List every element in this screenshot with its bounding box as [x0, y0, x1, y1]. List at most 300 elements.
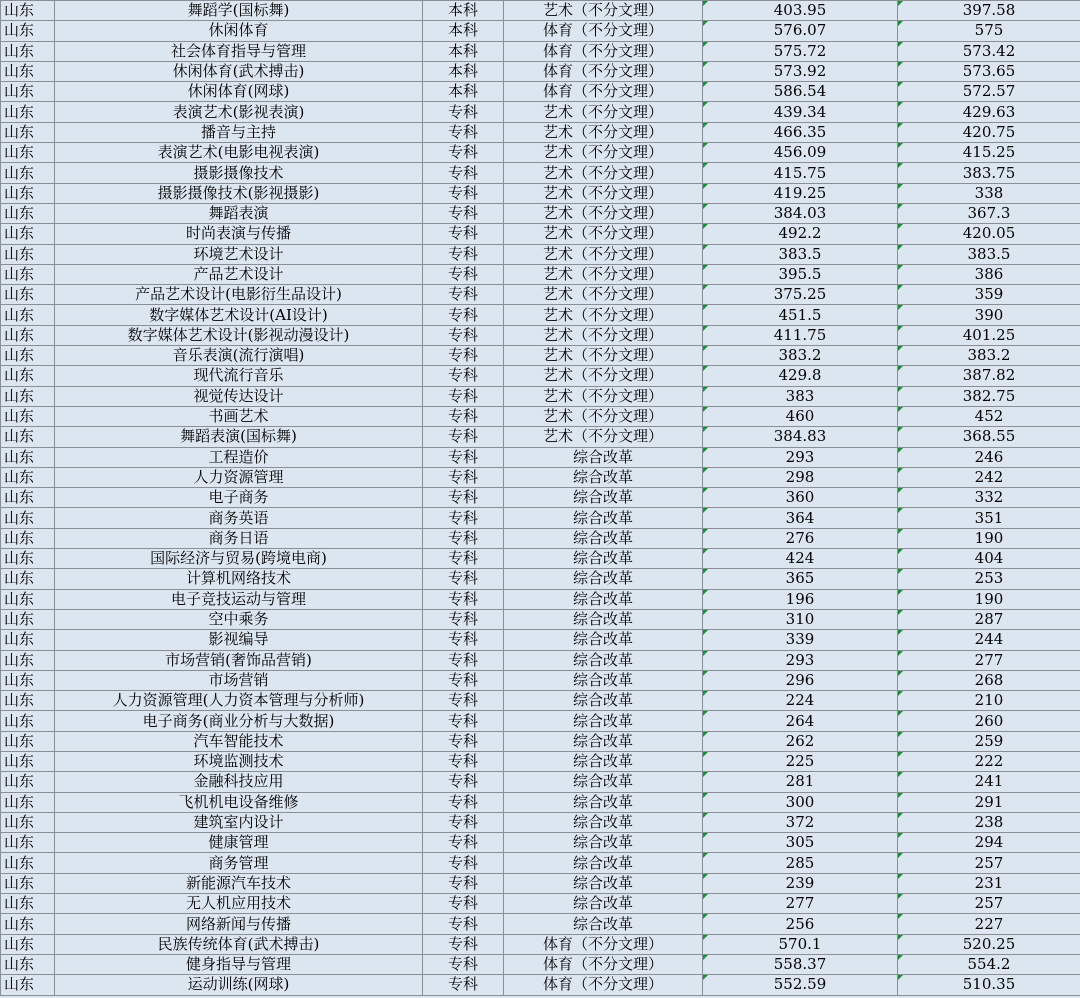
- category-cell[interactable]: 艺术（不分文理）: [504, 406, 703, 426]
- category-cell[interactable]: 综合改革: [504, 650, 703, 670]
- score-max-cell[interactable]: 384.03: [703, 203, 898, 223]
- score-min-cell[interactable]: 573.65: [898, 61, 1080, 81]
- province-cell[interactable]: 山东: [1, 61, 55, 81]
- major-cell[interactable]: 汽车智能技术: [55, 731, 423, 751]
- level-cell[interactable]: 专科: [423, 853, 504, 873]
- score-min-cell[interactable]: 294: [898, 833, 1080, 853]
- level-cell[interactable]: 专科: [423, 122, 504, 142]
- major-cell[interactable]: 电子商务: [55, 488, 423, 508]
- province-cell[interactable]: 山东: [1, 447, 55, 467]
- province-cell[interactable]: 山东: [1, 102, 55, 122]
- level-cell[interactable]: 专科: [423, 731, 504, 751]
- category-cell[interactable]: 综合改革: [504, 630, 703, 650]
- level-cell[interactable]: 专科: [423, 102, 504, 122]
- major-cell[interactable]: 摄影摄像技术: [55, 163, 423, 183]
- score-max-cell[interactable]: 552.59: [703, 975, 898, 995]
- level-cell[interactable]: 专科: [423, 650, 504, 670]
- level-cell[interactable]: 专科: [423, 609, 504, 629]
- level-cell[interactable]: 专科: [423, 427, 504, 447]
- score-max-cell[interactable]: 576.07: [703, 21, 898, 41]
- score-max-cell[interactable]: 570.1: [703, 934, 898, 954]
- score-min-cell[interactable]: 222: [898, 751, 1080, 771]
- major-cell[interactable]: 产品艺术设计(电影衍生品设计): [55, 285, 423, 305]
- level-cell[interactable]: 专科: [423, 549, 504, 569]
- score-max-cell[interactable]: 293: [703, 650, 898, 670]
- major-cell[interactable]: 表演艺术(电影电视表演): [55, 143, 423, 163]
- category-cell[interactable]: 综合改革: [504, 589, 703, 609]
- province-cell[interactable]: 山东: [1, 650, 55, 670]
- score-max-cell[interactable]: 293: [703, 447, 898, 467]
- level-cell[interactable]: 专科: [423, 691, 504, 711]
- score-max-cell[interactable]: 558.37: [703, 954, 898, 974]
- province-cell[interactable]: 山东: [1, 1, 55, 21]
- score-min-cell[interactable]: 210: [898, 691, 1080, 711]
- score-min-cell[interactable]: 287: [898, 609, 1080, 629]
- major-cell[interactable]: 数字媒体艺术设计(影视动漫设计): [55, 325, 423, 345]
- score-min-cell[interactable]: 260: [898, 711, 1080, 731]
- level-cell[interactable]: 专科: [423, 528, 504, 548]
- table-row: [1, 406, 1080, 426]
- category-cell[interactable]: 综合改革: [504, 833, 703, 853]
- major-cell[interactable]: 电子竞技运动与管理: [55, 589, 423, 609]
- province-cell[interactable]: 山东: [1, 305, 55, 325]
- table-row: [1, 61, 1080, 81]
- level-cell[interactable]: 专科: [423, 975, 504, 995]
- score-max-cell[interactable]: 276: [703, 528, 898, 548]
- category-cell[interactable]: 综合改革: [504, 731, 703, 751]
- province-cell[interactable]: 山东: [1, 325, 55, 345]
- score-max-cell[interactable]: 239: [703, 873, 898, 893]
- score-min-cell[interactable]: 554.2: [898, 954, 1080, 974]
- score-max-cell[interactable]: 256: [703, 914, 898, 934]
- level-cell[interactable]: 专科: [423, 711, 504, 731]
- score-min-cell[interactable]: 383.5: [898, 244, 1080, 264]
- province-cell[interactable]: 山东: [1, 508, 55, 528]
- score-min-cell[interactable]: 190: [898, 528, 1080, 548]
- province-cell[interactable]: 山东: [1, 41, 55, 61]
- score-min-cell[interactable]: 244: [898, 630, 1080, 650]
- province-cell[interactable]: 山东: [1, 731, 55, 751]
- major-cell[interactable]: 电子商务(商业分析与大数据): [55, 711, 423, 731]
- major-cell[interactable]: 运动训练(网球): [55, 975, 423, 995]
- score-max-cell[interactable]: 364: [703, 508, 898, 528]
- major-cell[interactable]: 数字媒体艺术设计(AI设计): [55, 305, 423, 325]
- table-row: [1, 305, 1080, 325]
- category-cell[interactable]: 综合改革: [504, 711, 703, 731]
- score-min-cell[interactable]: 257: [898, 894, 1080, 914]
- major-cell[interactable]: 舞蹈表演: [55, 203, 423, 223]
- score-min-cell[interactable]: 575: [898, 21, 1080, 41]
- category-cell[interactable]: 综合改革: [504, 751, 703, 771]
- major-cell[interactable]: 音乐表演(流行演唱): [55, 346, 423, 366]
- score-max-cell[interactable]: 424: [703, 549, 898, 569]
- province-cell[interactable]: 山东: [1, 914, 55, 934]
- province-cell[interactable]: 山东: [1, 691, 55, 711]
- level-cell[interactable]: 专科: [423, 467, 504, 487]
- province-cell[interactable]: 山东: [1, 873, 55, 893]
- level-cell[interactable]: 专科: [423, 183, 504, 203]
- category-cell[interactable]: 体育（不分文理）: [504, 934, 703, 954]
- score-max-cell[interactable]: 264: [703, 711, 898, 731]
- score-max-cell[interactable]: 429.8: [703, 366, 898, 386]
- category-cell[interactable]: 艺术（不分文理）: [504, 224, 703, 244]
- score-min-cell[interactable]: 246: [898, 447, 1080, 467]
- major-cell[interactable]: 环境监测技术: [55, 751, 423, 771]
- category-cell[interactable]: 艺术（不分文理）: [504, 427, 703, 447]
- level-cell[interactable]: 专科: [423, 244, 504, 264]
- major-cell[interactable]: 健身指导与管理: [55, 954, 423, 974]
- province-cell[interactable]: 山东: [1, 812, 55, 832]
- level-cell[interactable]: 专科: [423, 914, 504, 934]
- category-cell[interactable]: 艺术（不分文理）: [504, 264, 703, 284]
- province-cell[interactable]: 山东: [1, 346, 55, 366]
- category-cell[interactable]: 综合改革: [504, 508, 703, 528]
- major-cell[interactable]: 视觉传达设计: [55, 386, 423, 406]
- score-max-cell[interactable]: 451.5: [703, 305, 898, 325]
- major-cell[interactable]: 金融科技应用: [55, 772, 423, 792]
- category-cell[interactable]: 综合改革: [504, 812, 703, 832]
- province-cell[interactable]: 山东: [1, 711, 55, 731]
- province-cell[interactable]: 山东: [1, 82, 55, 102]
- category-cell[interactable]: 艺术（不分文理）: [504, 325, 703, 345]
- score-max-cell[interactable]: 411.75: [703, 325, 898, 345]
- table-row: [1, 82, 1080, 102]
- province-cell[interactable]: 山东: [1, 833, 55, 853]
- level-cell[interactable]: 专科: [423, 792, 504, 812]
- score-min-cell[interactable]: 510.35: [898, 975, 1080, 995]
- major-cell[interactable]: 飞机机电设备维修: [55, 792, 423, 812]
- category-cell[interactable]: 综合改革: [504, 914, 703, 934]
- level-cell[interactable]: 专科: [423, 203, 504, 223]
- level-cell[interactable]: 专科: [423, 488, 504, 508]
- major-cell[interactable]: 市场营销(奢饰品营销): [55, 650, 423, 670]
- level-cell[interactable]: 本科: [423, 82, 504, 102]
- level-cell[interactable]: 专科: [423, 630, 504, 650]
- major-cell[interactable]: 计算机网络技术: [55, 569, 423, 589]
- score-min-cell[interactable]: 257: [898, 853, 1080, 873]
- score-min-cell[interactable]: 190: [898, 589, 1080, 609]
- score-min-cell[interactable]: 452: [898, 406, 1080, 426]
- score-max-cell[interactable]: 383.5: [703, 244, 898, 264]
- score-min-cell[interactable]: 238: [898, 812, 1080, 832]
- major-cell[interactable]: 休闲体育(网球): [55, 82, 423, 102]
- province-cell[interactable]: 山东: [1, 772, 55, 792]
- major-cell[interactable]: 网络新闻与传播: [55, 914, 423, 934]
- major-cell[interactable]: 民族传统体育(武术搏击): [55, 934, 423, 954]
- province-cell[interactable]: 山东: [1, 954, 55, 974]
- major-cell[interactable]: 建筑室内设计: [55, 812, 423, 832]
- province-cell[interactable]: 山东: [1, 285, 55, 305]
- level-cell[interactable]: 专科: [423, 224, 504, 244]
- level-cell[interactable]: 专科: [423, 508, 504, 528]
- score-max-cell[interactable]: 439.34: [703, 102, 898, 122]
- province-cell[interactable]: 山东: [1, 528, 55, 548]
- category-cell[interactable]: 体育（不分文理）: [504, 82, 703, 102]
- level-cell[interactable]: 专科: [423, 163, 504, 183]
- category-cell[interactable]: 艺术（不分文理）: [504, 1, 703, 21]
- score-min-cell[interactable]: 253: [898, 569, 1080, 589]
- score-min-cell[interactable]: 429.63: [898, 102, 1080, 122]
- score-min-cell[interactable]: 368.55: [898, 427, 1080, 447]
- province-cell[interactable]: 山东: [1, 589, 55, 609]
- major-cell[interactable]: 现代流行音乐: [55, 366, 423, 386]
- score-max-cell[interactable]: 372: [703, 812, 898, 832]
- score-max-cell[interactable]: 419.25: [703, 183, 898, 203]
- major-cell[interactable]: 商务管理: [55, 853, 423, 873]
- score-min-cell[interactable]: 277: [898, 650, 1080, 670]
- score-max-cell[interactable]: 310: [703, 609, 898, 629]
- score-max-cell[interactable]: 277: [703, 894, 898, 914]
- score-min-cell[interactable]: 259: [898, 731, 1080, 751]
- level-cell[interactable]: 专科: [423, 386, 504, 406]
- score-max-cell[interactable]: 395.5: [703, 264, 898, 284]
- province-cell[interactable]: 山东: [1, 467, 55, 487]
- province-cell[interactable]: 山东: [1, 609, 55, 629]
- score-max-cell[interactable]: 586.54: [703, 82, 898, 102]
- province-cell[interactable]: 山东: [1, 427, 55, 447]
- province-cell[interactable]: 山东: [1, 975, 55, 995]
- major-cell[interactable]: 健康管理: [55, 833, 423, 853]
- major-cell[interactable]: 休闲体育: [55, 21, 423, 41]
- level-cell[interactable]: 专科: [423, 305, 504, 325]
- category-cell[interactable]: 艺术（不分文理）: [504, 163, 703, 183]
- score-min-cell[interactable]: 383.75: [898, 163, 1080, 183]
- category-cell[interactable]: 综合改革: [504, 772, 703, 792]
- score-min-cell[interactable]: 338: [898, 183, 1080, 203]
- score-max-cell[interactable]: 225: [703, 751, 898, 771]
- major-cell[interactable]: 舞蹈学(国标舞): [55, 1, 423, 21]
- level-cell[interactable]: 专科: [423, 569, 504, 589]
- score-max-cell[interactable]: 492.2: [703, 224, 898, 244]
- major-cell[interactable]: 影视编导: [55, 630, 423, 650]
- score-min-cell[interactable]: 390: [898, 305, 1080, 325]
- province-cell[interactable]: 山东: [1, 934, 55, 954]
- category-cell[interactable]: 综合改革: [504, 609, 703, 629]
- score-max-cell[interactable]: 305: [703, 833, 898, 853]
- province-cell[interactable]: 山东: [1, 366, 55, 386]
- score-max-cell[interactable]: 415.75: [703, 163, 898, 183]
- level-cell[interactable]: 专科: [423, 894, 504, 914]
- major-cell[interactable]: 休闲体育(武术搏击): [55, 61, 423, 81]
- level-cell[interactable]: 专科: [423, 285, 504, 305]
- level-cell[interactable]: 本科: [423, 1, 504, 21]
- category-cell[interactable]: 综合改革: [504, 873, 703, 893]
- score-min-cell[interactable]: 387.82: [898, 366, 1080, 386]
- score-min-cell[interactable]: 420.05: [898, 224, 1080, 244]
- province-cell[interactable]: 山东: [1, 21, 55, 41]
- level-cell[interactable]: 专科: [423, 873, 504, 893]
- score-min-cell[interactable]: 520.25: [898, 934, 1080, 954]
- score-max-cell[interactable]: 224: [703, 691, 898, 711]
- score-min-cell[interactable]: 367.3: [898, 203, 1080, 223]
- province-cell[interactable]: 山东: [1, 224, 55, 244]
- score-min-cell[interactable]: 291: [898, 792, 1080, 812]
- category-cell[interactable]: 艺术（不分文理）: [504, 203, 703, 223]
- level-cell[interactable]: 专科: [423, 143, 504, 163]
- category-cell[interactable]: 艺术（不分文理）: [504, 143, 703, 163]
- score-min-cell[interactable]: 231: [898, 873, 1080, 893]
- category-cell[interactable]: 体育（不分文理）: [504, 41, 703, 61]
- province-cell[interactable]: 山东: [1, 894, 55, 914]
- table-row: [1, 183, 1080, 203]
- score-max-cell[interactable]: 573.92: [703, 61, 898, 81]
- score-min-cell[interactable]: 382.75: [898, 386, 1080, 406]
- score-min-cell[interactable]: 359: [898, 285, 1080, 305]
- major-cell[interactable]: 国际经济与贸易(跨境电商): [55, 549, 423, 569]
- province-cell[interactable]: 山东: [1, 488, 55, 508]
- level-cell[interactable]: 本科: [423, 61, 504, 81]
- score-max-cell[interactable]: 360: [703, 488, 898, 508]
- category-cell[interactable]: 综合改革: [504, 447, 703, 467]
- score-max-cell[interactable]: 296: [703, 670, 898, 690]
- level-cell[interactable]: 专科: [423, 812, 504, 832]
- major-cell[interactable]: 产品艺术设计: [55, 264, 423, 284]
- category-cell[interactable]: 艺术（不分文理）: [504, 122, 703, 142]
- score-max-cell[interactable]: 383.2: [703, 346, 898, 366]
- category-cell[interactable]: 综合改革: [504, 691, 703, 711]
- score-min-cell[interactable]: 383.2: [898, 346, 1080, 366]
- score-max-cell[interactable]: 403.95: [703, 1, 898, 21]
- score-min-cell[interactable]: 332: [898, 488, 1080, 508]
- province-cell[interactable]: 山东: [1, 853, 55, 873]
- province-cell[interactable]: 山东: [1, 751, 55, 771]
- province-cell[interactable]: 山东: [1, 792, 55, 812]
- major-cell[interactable]: 工程造价: [55, 447, 423, 467]
- level-cell[interactable]: 本科: [423, 41, 504, 61]
- category-cell[interactable]: 艺术（不分文理）: [504, 183, 703, 203]
- category-cell[interactable]: 综合改革: [504, 467, 703, 487]
- major-cell[interactable]: 商务英语: [55, 508, 423, 528]
- score-min-cell[interactable]: 241: [898, 772, 1080, 792]
- category-cell[interactable]: 综合改革: [504, 528, 703, 548]
- province-cell[interactable]: 山东: [1, 264, 55, 284]
- score-max-cell[interactable]: 456.09: [703, 143, 898, 163]
- category-cell[interactable]: 综合改革: [504, 549, 703, 569]
- table-row: [1, 569, 1080, 589]
- major-cell[interactable]: 商务日语: [55, 528, 423, 548]
- category-cell[interactable]: 艺术（不分文理）: [504, 366, 703, 386]
- major-cell[interactable]: 空中乘务: [55, 609, 423, 629]
- score-max-cell[interactable]: 460: [703, 406, 898, 426]
- score-min-cell[interactable]: 386: [898, 264, 1080, 284]
- level-cell[interactable]: 专科: [423, 264, 504, 284]
- province-cell[interactable]: 山东: [1, 569, 55, 589]
- level-cell[interactable]: 专科: [423, 366, 504, 386]
- level-cell[interactable]: 本科: [423, 21, 504, 41]
- score-max-cell[interactable]: 285: [703, 853, 898, 873]
- province-cell[interactable]: 山东: [1, 203, 55, 223]
- major-cell[interactable]: 书画艺术: [55, 406, 423, 426]
- score-max-cell[interactable]: 300: [703, 792, 898, 812]
- province-cell[interactable]: 山东: [1, 386, 55, 406]
- score-max-cell[interactable]: 339: [703, 630, 898, 650]
- score-min-cell[interactable]: 227: [898, 914, 1080, 934]
- level-cell[interactable]: 专科: [423, 772, 504, 792]
- score-max-cell[interactable]: 383: [703, 386, 898, 406]
- category-cell[interactable]: 艺术（不分文理）: [504, 346, 703, 366]
- score-min-cell[interactable]: 397.58: [898, 1, 1080, 21]
- level-cell[interactable]: 专科: [423, 670, 504, 690]
- major-cell[interactable]: 播音与主持: [55, 122, 423, 142]
- category-cell[interactable]: 综合改革: [504, 792, 703, 812]
- level-cell[interactable]: 专科: [423, 934, 504, 954]
- category-cell[interactable]: 综合改革: [504, 488, 703, 508]
- major-cell[interactable]: 舞蹈表演(国标舞): [55, 427, 423, 447]
- score-min-cell[interactable]: 401.25: [898, 325, 1080, 345]
- major-cell[interactable]: 人力资源管理: [55, 467, 423, 487]
- province-cell[interactable]: 山东: [1, 406, 55, 426]
- province-cell[interactable]: 山东: [1, 163, 55, 183]
- score-min-cell[interactable]: 404: [898, 549, 1080, 569]
- major-cell[interactable]: 无人机应用技术: [55, 894, 423, 914]
- province-cell[interactable]: 山东: [1, 630, 55, 650]
- level-cell[interactable]: 专科: [423, 447, 504, 467]
- province-cell[interactable]: 山东: [1, 670, 55, 690]
- level-cell[interactable]: 专科: [423, 406, 504, 426]
- category-cell[interactable]: 艺术（不分文理）: [504, 244, 703, 264]
- score-max-cell[interactable]: 298: [703, 467, 898, 487]
- category-cell[interactable]: 艺术（不分文理）: [504, 305, 703, 325]
- category-cell[interactable]: 艺术（不分文理）: [504, 386, 703, 406]
- score-max-cell[interactable]: 384.83: [703, 427, 898, 447]
- score-min-cell[interactable]: 573.42: [898, 41, 1080, 61]
- major-cell[interactable]: 时尚表演与传播: [55, 224, 423, 244]
- major-cell[interactable]: 市场营销: [55, 670, 423, 690]
- province-cell[interactable]: 山东: [1, 183, 55, 203]
- category-cell[interactable]: 综合改革: [504, 670, 703, 690]
- province-cell[interactable]: 山东: [1, 244, 55, 264]
- score-min-cell[interactable]: 415.25: [898, 143, 1080, 163]
- province-cell[interactable]: 山东: [1, 122, 55, 142]
- score-max-cell[interactable]: 365: [703, 569, 898, 589]
- category-cell[interactable]: 艺术（不分文理）: [504, 285, 703, 305]
- major-cell[interactable]: 社会体育指导与管理: [55, 41, 423, 61]
- province-cell[interactable]: 山东: [1, 143, 55, 163]
- level-cell[interactable]: 专科: [423, 325, 504, 345]
- category-cell[interactable]: 综合改革: [504, 894, 703, 914]
- category-cell[interactable]: 艺术（不分文理）: [504, 102, 703, 122]
- level-cell[interactable]: 专科: [423, 751, 504, 771]
- category-cell[interactable]: 体育（不分文理）: [504, 975, 703, 995]
- score-max-cell[interactable]: 375.25: [703, 285, 898, 305]
- major-cell[interactable]: 人力资源管理(人力资本管理与分析师): [55, 691, 423, 711]
- level-cell[interactable]: 专科: [423, 954, 504, 974]
- level-cell[interactable]: 专科: [423, 346, 504, 366]
- category-cell[interactable]: 综合改革: [504, 853, 703, 873]
- score-max-cell[interactable]: 196: [703, 589, 898, 609]
- major-cell[interactable]: 新能源汽车技术: [55, 873, 423, 893]
- level-cell[interactable]: 专科: [423, 589, 504, 609]
- category-cell[interactable]: 体育（不分文理）: [504, 61, 703, 81]
- score-max-cell[interactable]: 281: [703, 772, 898, 792]
- score-min-cell[interactable]: 268: [898, 670, 1080, 690]
- score-max-cell[interactable]: 262: [703, 731, 898, 751]
- level-cell[interactable]: 专科: [423, 833, 504, 853]
- province-cell[interactable]: 山东: [1, 549, 55, 569]
- category-cell[interactable]: 体育（不分文理）: [504, 21, 703, 41]
- major-cell[interactable]: 摄影摄像技术(影视摄影): [55, 183, 423, 203]
- score-min-cell[interactable]: 420.75: [898, 122, 1080, 142]
- score-min-cell[interactable]: 242: [898, 467, 1080, 487]
- score-max-cell[interactable]: 575.72: [703, 41, 898, 61]
- major-cell[interactable]: 表演艺术(影视表演): [55, 102, 423, 122]
- category-cell[interactable]: 体育（不分文理）: [504, 954, 703, 974]
- score-min-cell[interactable]: 572.57: [898, 82, 1080, 102]
- category-cell[interactable]: 综合改革: [504, 569, 703, 589]
- score-max-cell[interactable]: 466.35: [703, 122, 898, 142]
- major-cell[interactable]: 环境艺术设计: [55, 244, 423, 264]
- score-min-cell[interactable]: 351: [898, 508, 1080, 528]
